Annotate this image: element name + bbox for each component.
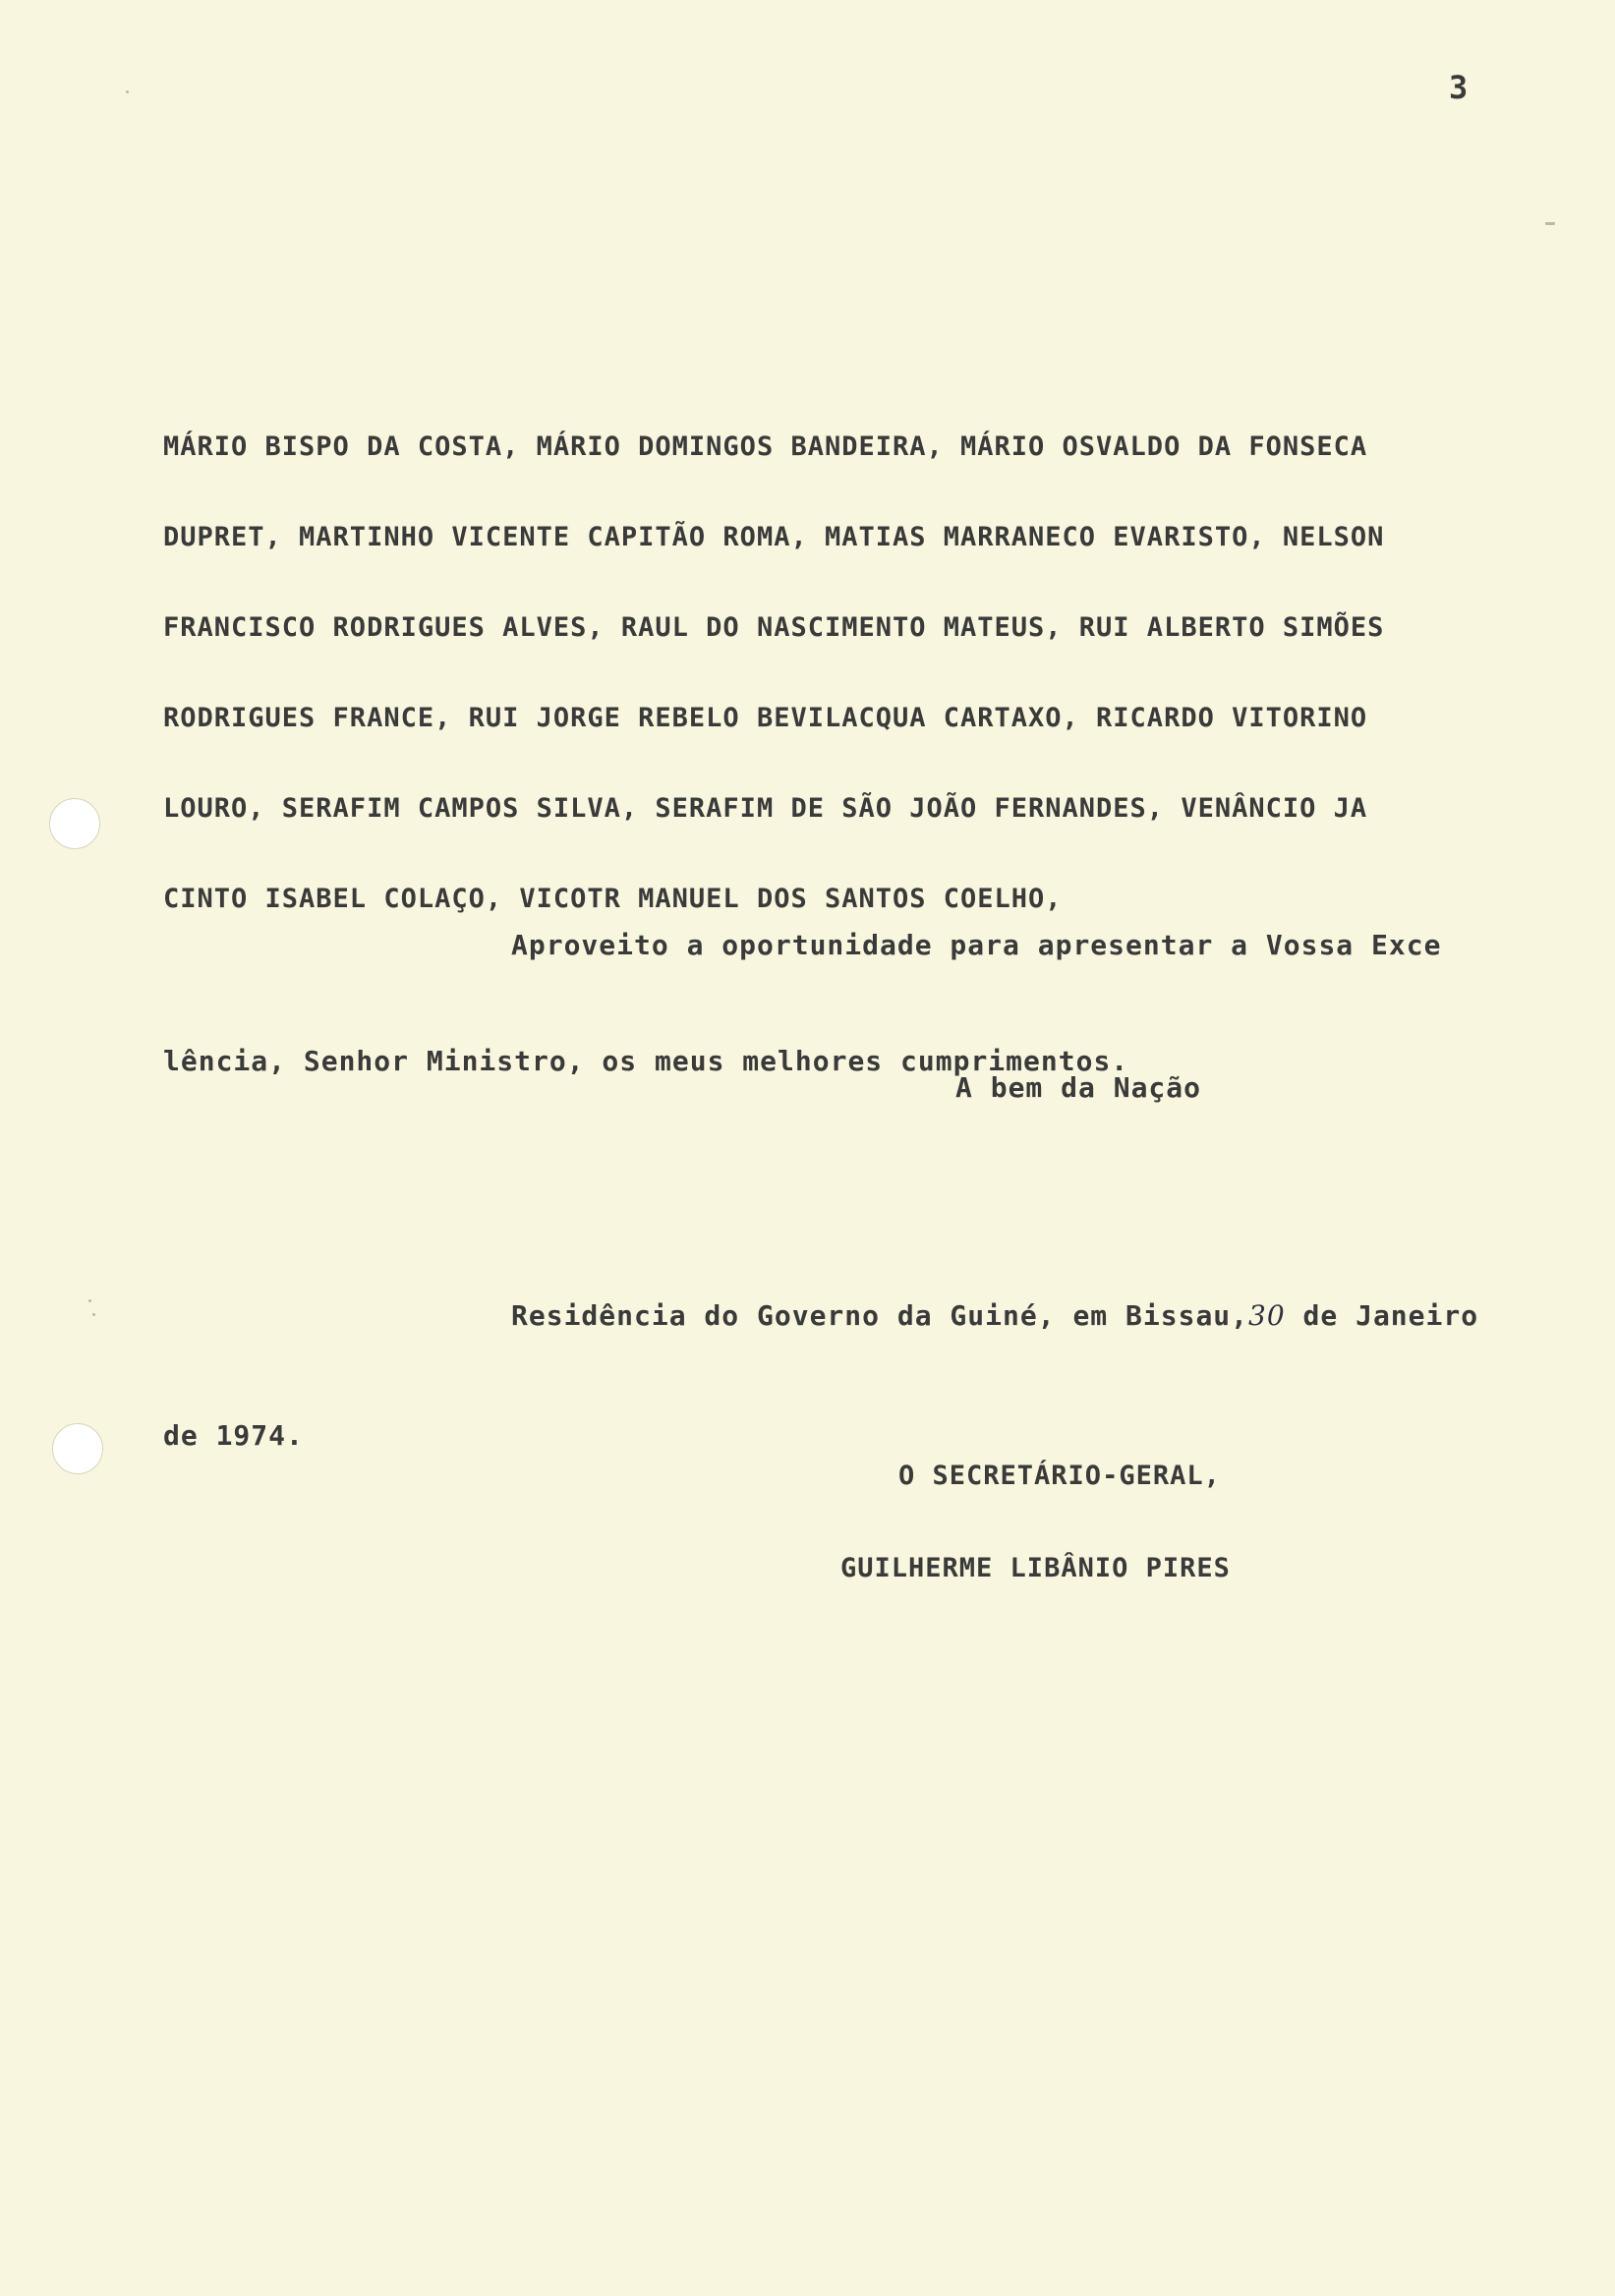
handwritten-day: 30 <box>1248 1299 1286 1332</box>
signatory-title: O SECRETÁRIO-GERAL, <box>898 1461 1221 1491</box>
place-date-prefix: Residência do Governo da Guiné, em Bissau, <box>511 1299 1249 1332</box>
names-line: MÁRIO BISPO DA COSTA, MÁRIO DOMINGOS BANDEIRA, MÁRIO OSVALDO DA FONSECA <box>163 431 1368 462</box>
paper-speck <box>1545 222 1555 225</box>
paper-speck <box>126 90 129 93</box>
names-line: CINTO ISABEL COLAÇO, VICOTR MANUEL DOS SANTOS COELHO, <box>163 884 1063 914</box>
page-number: 3 <box>1449 69 1470 106</box>
place-date-paragraph <box>163 1224 1478 1528</box>
greeting-line: lência, Senhor Ministro, os meus melhores cumprimentos. <box>163 1045 1129 1077</box>
names-line: RODRIGUES FRANCE, RUI JORGE REBELO BEVILACQUA CARTAXO, RICARDO VITORINO <box>163 703 1368 733</box>
year-line: de 1974. <box>163 1419 304 1452</box>
punch-hole <box>52 1423 103 1474</box>
place-date-suffix: de Janeiro <box>1285 1299 1479 1332</box>
paper-speck <box>92 1313 95 1316</box>
greeting-paragraph <box>163 855 1441 1152</box>
paper-speck <box>88 1299 91 1302</box>
names-line: DUPRET, MARTINHO VICENTE CAPITÃO ROMA, MATIAS MARRANECO EVARISTO, NELSON <box>163 522 1385 552</box>
names-line: FRANCISCO RODRIGUES ALVES, RAUL DO NASCIMENTO MATEUS, RUI ALBERTO SIMÕES <box>163 612 1385 643</box>
greeting-line: Aproveito a oportunidade para apresentar a Vossa Exce <box>511 929 1442 961</box>
punch-hole <box>49 798 100 849</box>
names-line: LOURO, SERAFIM CAMPOS SILVA, SERAFIM DE SÃO JOÃO FERNANDES, VENÂNCIO JA <box>163 793 1368 824</box>
place-date-line <box>163 1289 1478 1344</box>
closing-formula: A bem da Nação <box>955 1071 1202 1104</box>
signatory-name: GUILHERME LIBÂNIO PIRES <box>840 1553 1231 1583</box>
